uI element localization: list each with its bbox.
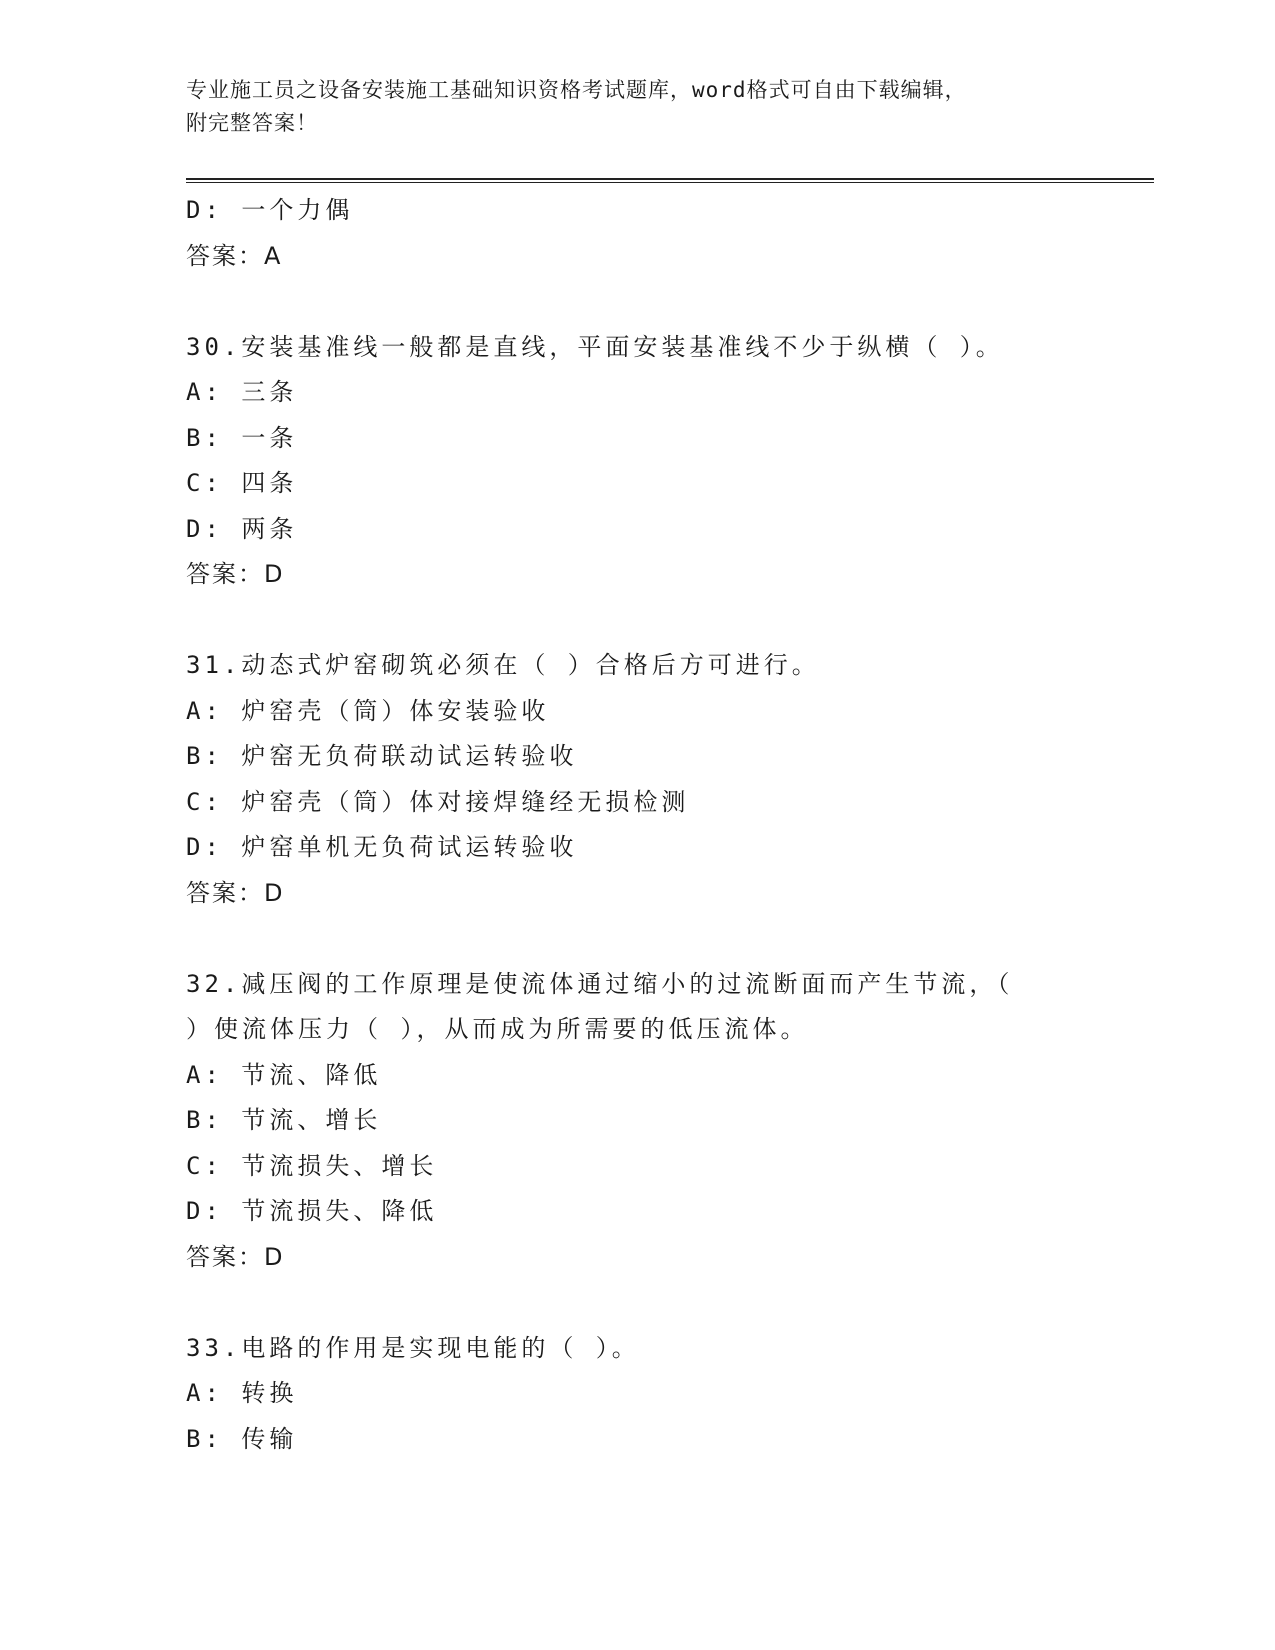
question-list [186,188,1154,1462]
option-c: C: 节流损失、增长 [186,1151,438,1180]
option-d: D: 节流损失、降低 [186,1197,438,1225]
header-line-2: 附完整答案！ [186,111,318,135]
carryover-question [186,188,1154,279]
option-b: B: 节流、增长 [186,1106,382,1134]
option-a: A: 炉窑壳（筒）体安装验收 [186,696,550,725]
option-c: C: 炉窑壳（筒）体对接焊缝经无损检测 [186,787,690,816]
question-text: 31.动态式炉窑砌筑必须在（ ）合格后方可进行。 [186,651,820,679]
header-line-1: 专业施工员之设备安装施工基础知识资格考试题库，word格式可自由下载编辑， [186,78,967,102]
option-d: D: 两条 [186,514,298,543]
question-32 [186,962,1154,1281]
spacer [186,916,1154,962]
question-text-line-1: 32.减压阀的工作原理是使流体通过缩小的过流断面而产生节流，（ [186,969,1014,998]
question-text: 33.电路的作用是实现电能的（ ）。 [186,1333,640,1362]
option-b: B: 炉窑无负荷联动试运转验收 [186,742,578,770]
spacer [186,279,1154,325]
question-33 [186,1326,1154,1463]
option-d: D: 一个力偶 [186,196,354,224]
option-d: D: 炉窑单机无负荷试运转验收 [186,833,578,861]
answer-label: 答案：D [186,560,285,588]
option-b: B: 传输 [186,1424,298,1453]
header-divider [186,178,1154,183]
spacer [186,598,1154,644]
question-30 [186,325,1154,598]
option-a: A: 节流、降低 [186,1060,382,1089]
option-b: B: 一条 [186,423,298,452]
question-text: 30.安装基准线一般都是直线，平面安装基准线不少于纵横（ ）。 [186,332,1004,361]
answer-label: 答案：A [186,241,283,270]
document-header [186,74,1086,140]
question-text-line-2: ）使流体压力（ ），从而成为所需要的低压流体。 [186,1015,809,1043]
option-c: C: 四条 [186,469,298,497]
spacer [186,1280,1154,1326]
option-a: A: 三条 [186,378,298,406]
question-31 [186,643,1154,916]
option-a: A: 转换 [186,1379,298,1407]
answer-label: 答案：D [186,1242,285,1271]
answer-label: 答案：D [186,878,285,907]
